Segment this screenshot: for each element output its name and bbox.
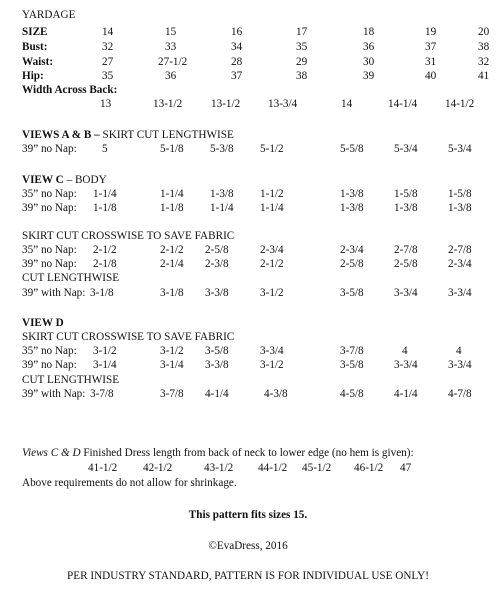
crosswise-heading: SKIRT CUT CROSSWISE TO SAVE FABRIC — [22, 230, 235, 242]
row-value: 3-3/4 — [448, 359, 472, 371]
row-value: 2-7/8 — [448, 244, 472, 256]
width-back-label-line — [0, 85, 496, 98]
size-label: SIZE — [22, 26, 48, 38]
row-value: 3-5/8 — [340, 287, 364, 299]
row-value: 5-3/8 — [210, 143, 234, 155]
row-label: 35” no Nap: — [22, 345, 77, 357]
waist-value: 31 — [425, 56, 437, 68]
width-back-value: 13-1/2 — [153, 98, 183, 110]
row-value: 1-3/8 — [340, 188, 364, 200]
finished-value: 42-1/2 — [143, 462, 173, 474]
row-value: 2-1/4 — [160, 258, 184, 270]
finished-value: 44-1/2 — [258, 462, 288, 474]
view-d-crosswise-heading — [0, 332, 496, 345]
size-value: 17 — [296, 26, 308, 38]
row-value: 3-3/8 — [205, 359, 229, 371]
bust-value: 38 — [478, 41, 490, 53]
row-value: 1-5/8 — [448, 188, 472, 200]
row-value: 1-3/8 — [210, 188, 234, 200]
view-c-crosswise-row — [0, 245, 496, 258]
size-value: 15 — [165, 26, 177, 38]
finished-lead: Views C & D — [22, 447, 81, 459]
row-label: 39” no Nap: — [22, 143, 77, 155]
row-value: 3-3/8 — [205, 287, 229, 299]
view-c-lengthwise-row — [0, 288, 496, 301]
waist-value: 27 — [102, 56, 114, 68]
view-d-heading — [0, 318, 496, 331]
row-label: 39” no Nap: — [22, 258, 77, 270]
view-d-lengthwise-row — [0, 389, 496, 402]
hip-value: 37 — [231, 70, 243, 82]
views-ab-heading-text — [22, 130, 234, 141]
hip-value: 39 — [363, 70, 375, 82]
size-value: 16 — [231, 26, 243, 38]
view-d-lengthwise-heading — [0, 375, 496, 388]
size-row — [0, 27, 496, 40]
waist-value: 30 — [363, 56, 375, 68]
row-value: 1-3/8 — [448, 202, 472, 214]
crosswise-heading: SKIRT CUT CROSSWISE TO SAVE FABRIC — [22, 331, 235, 343]
lengthwise-heading: CUT LENGTHWISE — [22, 374, 120, 386]
row-value: 3-3/4 — [394, 359, 418, 371]
row-value: 3-1/8 — [90, 287, 114, 299]
row-label: 39” no Nap: — [22, 359, 77, 371]
row-value: 4-1/4 — [394, 388, 418, 400]
bust-value: 32 — [102, 41, 114, 53]
finished-text: Finished Dress length from back of neck to lower edge (no hem is given): — [80, 447, 414, 459]
row-value: 3-5/8 — [340, 359, 364, 371]
row-value: 5-1/2 — [260, 143, 284, 155]
row-value: 2-3/4 — [340, 244, 364, 256]
width-back-value: 13-1/2 — [211, 98, 241, 110]
width-back-row — [0, 99, 496, 112]
row-label: 35” no Nap: — [22, 244, 77, 256]
row-value: 4 — [402, 345, 408, 357]
row-value: 2-3/4 — [260, 244, 284, 256]
view-c-crosswise-row — [0, 259, 496, 272]
views-ab-heading — [0, 130, 496, 143]
waist-label: Waist: — [22, 56, 54, 68]
row-value: 5-1/8 — [160, 143, 184, 155]
shrinkage-note: Above requirements do not allow for shrinkage. — [22, 477, 237, 489]
bust-value: 35 — [296, 41, 308, 53]
row-value: 5-3/4 — [448, 143, 472, 155]
row-value: 3-1/4 — [160, 359, 184, 371]
row-value: 2-1/2 — [260, 258, 284, 270]
row-label: 39” with Nap: — [22, 287, 86, 299]
row-value: 3-7/8 — [160, 388, 184, 400]
width-back-label: Width Across Back: — [22, 84, 118, 96]
waist-value: 27-1/2 — [158, 56, 188, 68]
waist-row — [0, 57, 496, 70]
row-value: 3-7/8 — [340, 345, 364, 357]
yardage-title-line — [0, 10, 496, 23]
view-c-heading-bold: VIEW C — [22, 174, 64, 186]
bust-value: 34 — [231, 41, 243, 53]
finished-value: 46-1/2 — [354, 462, 384, 474]
view-c-heading-text — [22, 175, 107, 186]
row-value: 3-1/4 — [93, 359, 117, 371]
width-back-value: 14-1/2 — [445, 98, 475, 110]
finished-value: 41-1/2 — [88, 462, 118, 474]
row-value: 1-1/2 — [260, 188, 284, 200]
row-value: 2-7/8 — [394, 244, 418, 256]
row-value: 3-3/4 — [394, 287, 418, 299]
view-c-lengthwise-heading — [0, 273, 496, 286]
row-label: 35” no Nap: — [22, 188, 77, 200]
row-value: 1-3/8 — [340, 202, 364, 214]
finished-value: 43-1/2 — [204, 462, 234, 474]
views-ab-row — [0, 144, 496, 157]
row-value: 3-5/8 — [205, 345, 229, 357]
row-value: 1-1/4 — [260, 202, 284, 214]
row-value: 1-3/8 — [394, 202, 418, 214]
hip-value: 41 — [478, 70, 490, 82]
hip-value: 36 — [165, 70, 177, 82]
size-value: 18 — [363, 26, 375, 38]
row-value: 2-3/4 — [448, 258, 472, 270]
row-value: 2-1/2 — [93, 244, 117, 256]
row-value: 4-3/8 — [264, 388, 288, 400]
row-value: 1-1/4 — [160, 188, 184, 200]
views-ab-heading-rest: SKIRT CUT LENGTHWISE — [99, 129, 234, 141]
hip-value: 35 — [102, 70, 114, 82]
bust-value: 36 — [363, 41, 375, 53]
views-ab-heading-bold: VIEWS A & B – — [22, 129, 100, 141]
finished-value: 45-1/2 — [302, 462, 332, 474]
finished-values-row — [0, 463, 496, 476]
row-value: 2-5/8 — [340, 258, 364, 270]
row-value: 3-1/2 — [160, 345, 184, 357]
row-value: 3-7/8 — [90, 388, 114, 400]
row-value: 2-5/8 — [394, 258, 418, 270]
bust-value: 37 — [425, 41, 437, 53]
row-value: 5 — [102, 143, 108, 155]
row-value: 3-1/2 — [260, 287, 284, 299]
row-value: 3-1/2 — [93, 345, 117, 357]
hip-label: Hip: — [22, 70, 44, 82]
industry-standard-notice: PER INDUSTRY STANDARD, PATTERN IS FOR INDIVIDUAL USE ONLY! — [67, 570, 429, 582]
row-value: 4-7/8 — [448, 388, 472, 400]
copyright: ©EvaDress, 2016 — [208, 540, 288, 552]
row-value: 2-5/8 — [205, 244, 229, 256]
bust-value: 33 — [165, 41, 177, 53]
row-value: 3-1/8 — [160, 287, 184, 299]
width-back-value: 13 — [100, 98, 112, 110]
row-value: 2-3/8 — [205, 258, 229, 270]
row-value: 4 — [456, 345, 462, 357]
finished-length-line — [0, 448, 496, 461]
size-value: 14 — [102, 26, 114, 38]
row-value: 4-1/4 — [205, 388, 229, 400]
row-value: 4-5/8 — [340, 388, 364, 400]
size-value: 19 — [425, 26, 437, 38]
waist-value: 29 — [296, 56, 308, 68]
waist-value: 32 — [478, 56, 490, 68]
lengthwise-heading: CUT LENGTHWISE — [22, 272, 120, 284]
view-c-crosswise-heading — [0, 231, 496, 244]
hip-value: 40 — [425, 70, 437, 82]
bust-label: Bust: — [22, 41, 48, 53]
bust-row — [0, 42, 496, 55]
fits-sizes: This pattern fits sizes 15. — [188, 509, 308, 521]
view-d-heading-text: VIEW D — [22, 317, 64, 329]
finished-length-text — [22, 448, 414, 459]
row-value: 1-1/4 — [210, 202, 234, 214]
row-value: 1-1/8 — [93, 202, 117, 214]
width-back-value: 14 — [341, 98, 353, 110]
yardage-title: YARDAGE — [22, 9, 76, 21]
waist-value: 28 — [231, 56, 243, 68]
width-back-value: 14-1/4 — [388, 98, 418, 110]
row-value: 3-1/2 — [260, 359, 284, 371]
row-label: 39” no Nap: — [22, 202, 77, 214]
row-value: 2-1/2 — [160, 244, 184, 256]
shrinkage-note-line — [0, 478, 496, 491]
view-c-row — [0, 189, 496, 202]
row-value: 3-3/4 — [260, 345, 284, 357]
view-c-heading-rest: – BODY — [63, 174, 107, 186]
row-value: 1-5/8 — [394, 188, 418, 200]
size-value: 20 — [478, 26, 490, 38]
width-back-value: 13-3/4 — [268, 98, 298, 110]
view-d-crosswise-row — [0, 360, 496, 373]
row-value: 3-3/4 — [448, 287, 472, 299]
finished-value: 47 — [400, 462, 412, 474]
row-value: 5-3/4 — [394, 143, 418, 155]
hip-row — [0, 71, 496, 84]
hip-value: 38 — [296, 70, 308, 82]
row-value: 1-1/4 — [93, 188, 117, 200]
row-value: 2-1/8 — [93, 258, 117, 270]
view-c-row — [0, 203, 496, 216]
row-value: 1-1/8 — [160, 202, 184, 214]
row-label: 39” with Nap: — [22, 388, 86, 400]
view-d-crosswise-row — [0, 346, 496, 359]
row-value: 5-5/8 — [340, 143, 364, 155]
view-c-heading — [0, 175, 496, 188]
